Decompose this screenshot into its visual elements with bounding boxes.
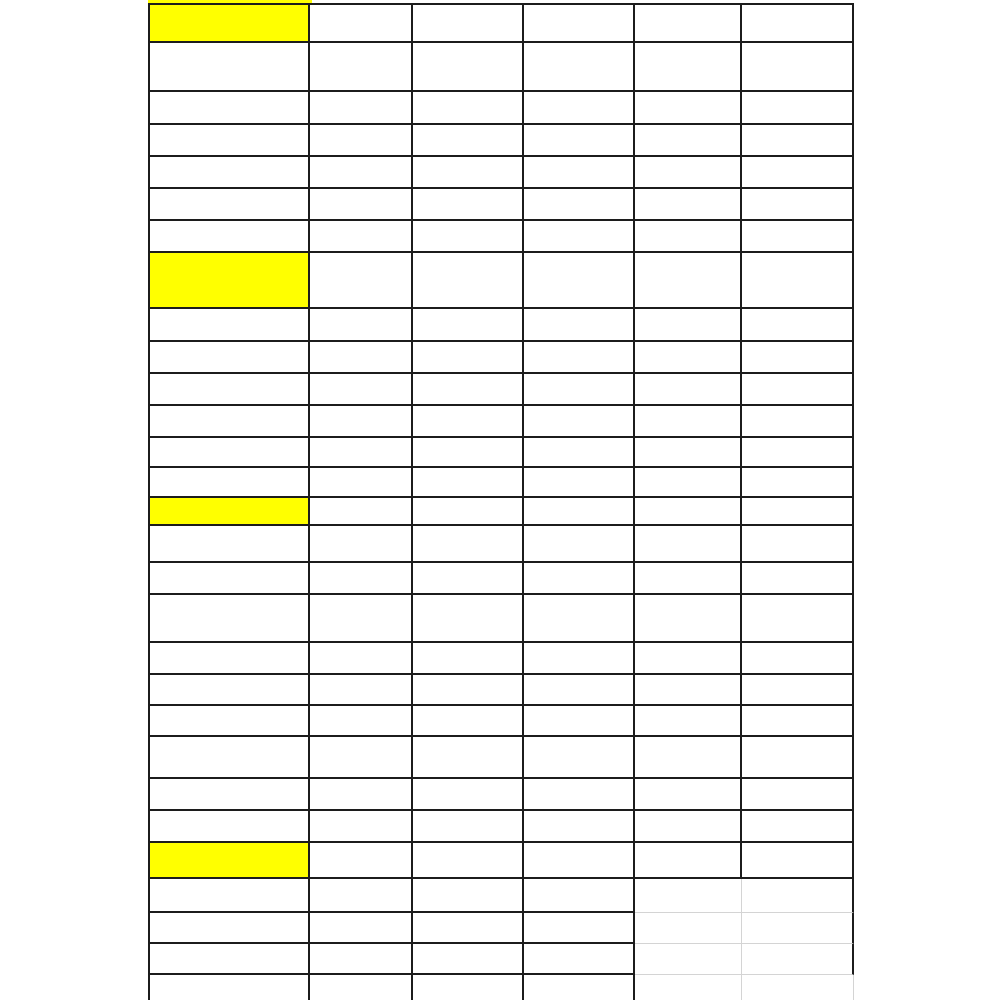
value-cell	[742, 563, 854, 595]
value-cell	[310, 737, 413, 779]
value-cell	[524, 944, 635, 975]
row-label-cell	[150, 811, 310, 843]
value-cell	[413, 779, 524, 811]
row-label-cell	[150, 706, 310, 737]
value-cell	[310, 92, 413, 125]
value-cell	[524, 468, 635, 498]
value-cell	[635, 468, 742, 498]
column-header-cell	[524, 498, 635, 526]
value-cell	[742, 779, 854, 811]
value-cell	[742, 43, 854, 92]
value-cell	[413, 309, 524, 342]
value-cell	[310, 975, 413, 1000]
value-cell	[635, 309, 742, 342]
value-cell	[413, 595, 524, 643]
value-cell	[310, 438, 413, 468]
value-cell	[413, 438, 524, 468]
value-cell	[742, 675, 854, 706]
value-cell	[310, 675, 413, 706]
row-label-cell	[150, 406, 310, 438]
value-cell	[524, 879, 635, 913]
value-cell	[310, 157, 413, 189]
value-cell	[413, 406, 524, 438]
value-cell	[635, 221, 742, 253]
value-cell	[524, 157, 635, 189]
row-label-cell	[150, 913, 310, 944]
value-cell	[413, 944, 524, 975]
column-header-cell	[742, 253, 854, 309]
column-header-cell	[635, 498, 742, 526]
value-cell	[413, 675, 524, 706]
value-cell	[310, 309, 413, 342]
value-cell	[742, 811, 854, 843]
value-cell	[635, 563, 742, 595]
value-cell	[413, 737, 524, 779]
row-label-cell	[150, 438, 310, 468]
column-header-cell	[742, 498, 854, 526]
row-label-cell	[150, 675, 310, 706]
value-cell	[413, 468, 524, 498]
value-cell	[310, 643, 413, 675]
value-cell	[635, 406, 742, 438]
value-cell	[742, 221, 854, 253]
value-cell	[635, 675, 742, 706]
value-cell	[524, 706, 635, 737]
empty-cell	[635, 879, 742, 913]
value-cell	[524, 643, 635, 675]
value-cell	[310, 221, 413, 253]
value-cell	[413, 189, 524, 221]
empty-cell	[742, 975, 854, 1000]
value-cell	[742, 737, 854, 779]
empty-cell	[742, 913, 854, 944]
row-label-cell	[150, 526, 310, 563]
value-cell	[413, 92, 524, 125]
column-header-cell	[524, 5, 635, 43]
value-cell	[413, 563, 524, 595]
value-cell	[742, 309, 854, 342]
value-cell	[413, 374, 524, 406]
value-cell	[635, 438, 742, 468]
row-label-cell	[150, 643, 310, 675]
value-cell	[524, 779, 635, 811]
row-label-cell	[150, 309, 310, 342]
value-cell	[413, 342, 524, 374]
value-cell	[310, 779, 413, 811]
value-cell	[524, 221, 635, 253]
value-cell	[635, 526, 742, 563]
empty-cell	[635, 975, 742, 1000]
value-cell	[742, 595, 854, 643]
value-cell	[524, 125, 635, 157]
value-cell	[635, 706, 742, 737]
value-cell	[413, 526, 524, 563]
value-cell	[742, 406, 854, 438]
section-header-cell-dad	[150, 5, 310, 43]
value-cell	[742, 643, 854, 675]
value-cell	[310, 468, 413, 498]
value-cell	[310, 189, 413, 221]
row-label-cell	[150, 189, 310, 221]
value-cell	[310, 342, 413, 374]
value-cell	[742, 438, 854, 468]
value-cell	[635, 643, 742, 675]
value-cell	[310, 406, 413, 438]
column-header-cell	[413, 253, 524, 309]
section-dad	[150, 5, 854, 253]
value-cell	[524, 43, 635, 92]
value-cell	[310, 595, 413, 643]
row-label-cell	[150, 563, 310, 595]
value-cell	[524, 374, 635, 406]
value-cell	[524, 526, 635, 563]
column-header-cell	[310, 5, 413, 43]
value-cell	[310, 811, 413, 843]
value-cell	[635, 595, 742, 643]
value-cell	[635, 157, 742, 189]
value-cell	[310, 879, 413, 913]
section-mom	[150, 253, 854, 498]
value-cell	[742, 468, 854, 498]
value-cell	[742, 374, 854, 406]
row-label-cell	[150, 975, 310, 1000]
value-cell	[524, 913, 635, 944]
row-label-cell	[150, 43, 310, 92]
value-cell	[413, 221, 524, 253]
value-cell	[310, 913, 413, 944]
value-cell	[635, 737, 742, 779]
value-cell	[742, 125, 854, 157]
value-cell	[742, 189, 854, 221]
row-label-cell	[150, 468, 310, 498]
value-cell	[635, 374, 742, 406]
value-cell	[524, 595, 635, 643]
empty-cell	[742, 879, 854, 913]
column-header-cell	[742, 843, 854, 879]
value-cell	[742, 706, 854, 737]
column-header-cell	[524, 843, 635, 879]
column-header-cell	[635, 253, 742, 309]
column-header-cell	[524, 253, 635, 309]
row-label-cell	[150, 879, 310, 913]
value-cell	[413, 643, 524, 675]
row-label-cell	[150, 595, 310, 643]
size-chart-table	[148, 3, 854, 1000]
value-cell	[524, 438, 635, 468]
value-cell	[742, 157, 854, 189]
row-label-cell	[150, 779, 310, 811]
value-cell	[413, 975, 524, 1000]
empty-cell	[635, 913, 742, 944]
value-cell	[310, 374, 413, 406]
value-cell	[635, 779, 742, 811]
column-header-cell	[310, 253, 413, 309]
row-label-cell	[150, 737, 310, 779]
section-kids	[150, 498, 854, 843]
value-cell	[635, 43, 742, 92]
value-cell	[635, 811, 742, 843]
value-cell	[742, 342, 854, 374]
value-cell	[413, 811, 524, 843]
section-header-cell-baby	[150, 843, 310, 879]
value-cell	[310, 706, 413, 737]
section-header-cell-kids	[150, 498, 310, 526]
row-label-cell	[150, 221, 310, 253]
row-label-cell	[150, 157, 310, 189]
value-cell	[524, 342, 635, 374]
empty-cell	[635, 944, 742, 975]
column-header-cell	[310, 843, 413, 879]
value-cell	[413, 913, 524, 944]
value-cell	[413, 43, 524, 92]
value-cell	[635, 92, 742, 125]
empty-cell	[742, 944, 854, 975]
value-cell	[310, 526, 413, 563]
value-cell	[524, 811, 635, 843]
value-cell	[742, 92, 854, 125]
value-cell	[524, 975, 635, 1000]
section-header-cell-mom	[150, 253, 310, 309]
row-label-cell	[150, 92, 310, 125]
value-cell	[524, 189, 635, 221]
column-header-cell	[413, 5, 524, 43]
row-label-cell	[150, 342, 310, 374]
section-baby	[150, 843, 854, 1000]
column-header-cell	[310, 498, 413, 526]
value-cell	[742, 526, 854, 563]
value-cell	[524, 675, 635, 706]
value-cell	[413, 879, 524, 913]
value-cell	[413, 157, 524, 189]
column-header-cell	[635, 843, 742, 879]
value-cell	[524, 92, 635, 125]
value-cell	[310, 125, 413, 157]
value-cell	[635, 125, 742, 157]
value-cell	[310, 43, 413, 92]
value-cell	[413, 125, 524, 157]
column-header-cell	[635, 5, 742, 43]
row-label-cell	[150, 374, 310, 406]
value-cell	[524, 737, 635, 779]
value-cell	[524, 406, 635, 438]
column-header-cell	[413, 843, 524, 879]
value-cell	[524, 309, 635, 342]
value-cell	[310, 563, 413, 595]
column-header-cell	[413, 498, 524, 526]
column-header-cell	[742, 5, 854, 43]
row-label-cell	[150, 944, 310, 975]
value-cell	[635, 189, 742, 221]
value-cell	[635, 342, 742, 374]
value-cell	[524, 563, 635, 595]
row-label-cell	[150, 125, 310, 157]
value-cell	[413, 706, 524, 737]
value-cell	[310, 944, 413, 975]
